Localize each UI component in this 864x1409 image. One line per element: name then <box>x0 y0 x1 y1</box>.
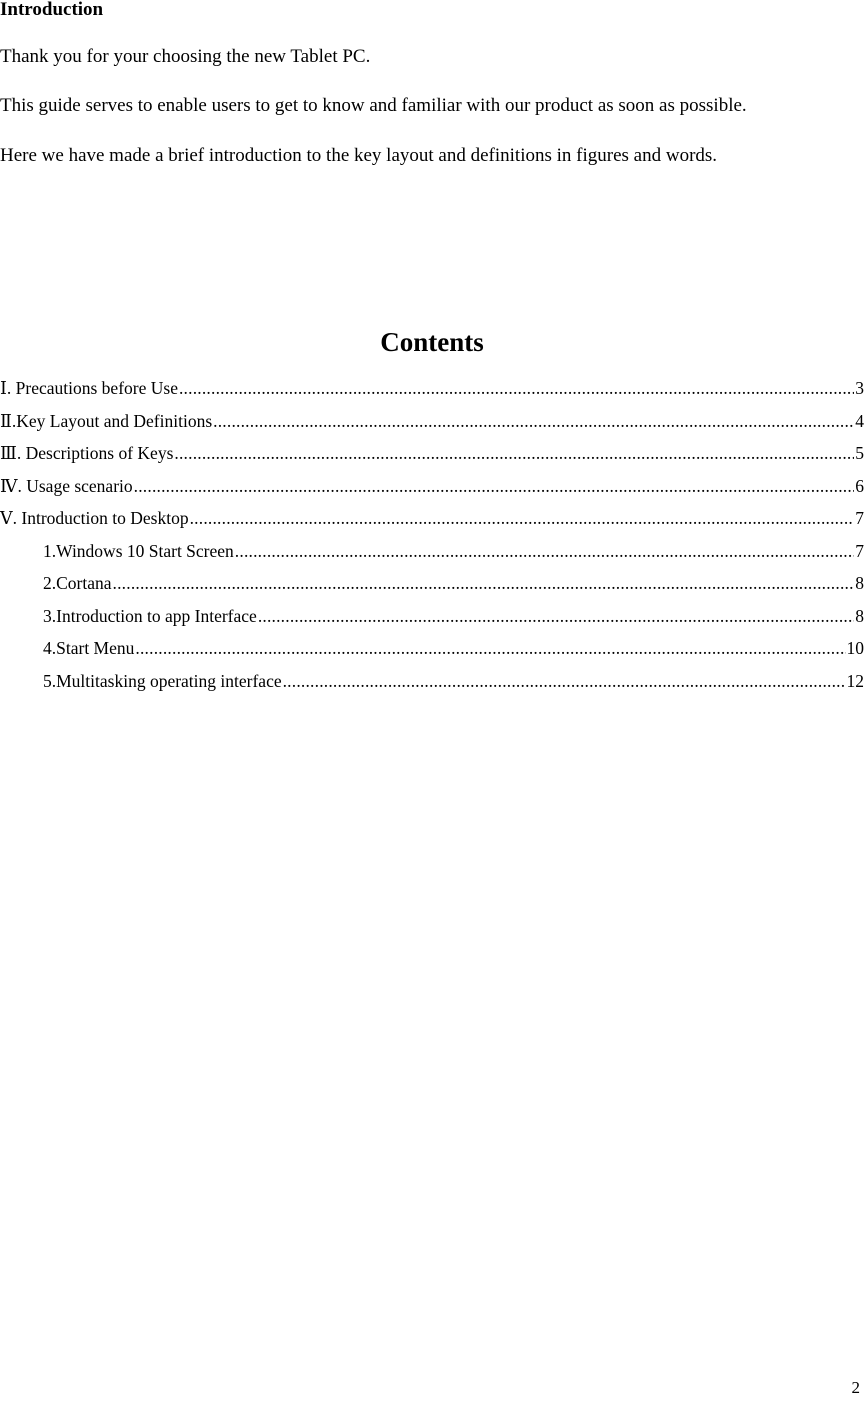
toc-entry-title: 1.Windows 10 Start Screen <box>43 540 234 561</box>
toc-dot-leader <box>235 539 854 563</box>
toc-entry-title: Ⅱ.Key Layout and Definitions <box>0 410 213 431</box>
toc-dot-leader <box>134 474 855 498</box>
intro-paragraph-3: Here we have made a brief introduction to the key layout and definitions in figures and words. <box>0 145 718 166</box>
toc-entry-page: 10 <box>846 638 864 658</box>
toc-entry-title: 3.Introduction to app Interface <box>43 605 257 626</box>
toc-entry-precautions[interactable] <box>0 376 864 409</box>
table-of-contents <box>0 376 864 701</box>
toc-entry-title: 2.Cortana <box>43 573 112 593</box>
page-number: 2 <box>851 1378 860 1397</box>
toc-entry-page: 7 <box>855 540 864 561</box>
toc-entry-key-layout[interactable] <box>0 409 864 442</box>
toc-entry-cortana[interactable] <box>0 571 864 604</box>
toc-entry-multitasking[interactable] <box>0 669 864 702</box>
toc-dot-leader <box>283 669 846 693</box>
toc-entry-page: 3 <box>855 378 864 398</box>
toc-dot-leader <box>213 409 854 433</box>
toc-entry-title: Ⅰ. Precautions before Use <box>0 378 178 398</box>
toc-entry-descriptions-of-keys[interactable] <box>0 441 864 474</box>
toc-dot-leader <box>174 441 854 465</box>
toc-entry-introduction-to-desktop[interactable] <box>0 506 864 539</box>
contents-title: Contents <box>380 327 484 357</box>
toc-dot-leader <box>135 636 845 660</box>
toc-dot-leader <box>190 506 855 530</box>
toc-entry-page: 12 <box>846 670 864 691</box>
toc-dot-leader <box>179 376 854 400</box>
toc-entry-page: 6 <box>855 475 864 496</box>
toc-entry-windows-start-screen[interactable] <box>0 539 864 572</box>
toc-entry-title: Ⅲ. Descriptions of Keys <box>0 443 174 463</box>
toc-entry-app-interface[interactable] <box>0 604 864 637</box>
intro-heading: Introduction <box>0 0 104 20</box>
toc-entry-page: 4 <box>855 410 864 431</box>
toc-entry-usage-scenario[interactable] <box>0 474 864 507</box>
toc-entry-page: 8 <box>855 573 864 593</box>
toc-entry-page: 5 <box>855 443 864 463</box>
intro-paragraph-2: This guide serves to enable users to get to know and familiar with our product as soon as possible. <box>0 95 747 116</box>
toc-entry-title: Ⅴ. Introduction to Desktop <box>0 508 189 528</box>
toc-dot-leader <box>258 604 854 628</box>
toc-entry-start-menu[interactable] <box>0 636 864 669</box>
toc-dot-leader <box>113 571 855 595</box>
toc-entry-title: 4.Start Menu <box>43 638 135 658</box>
toc-entry-title: Ⅳ. Usage scenario <box>0 475 133 496</box>
toc-entry-title: 5.Multitasking operating interface <box>43 670 282 691</box>
intro-paragraph-1: Thank you for your choosing the new Tablet PC. <box>0 46 371 67</box>
toc-entry-page: 7 <box>855 508 864 528</box>
toc-entry-page: 8 <box>855 605 864 626</box>
